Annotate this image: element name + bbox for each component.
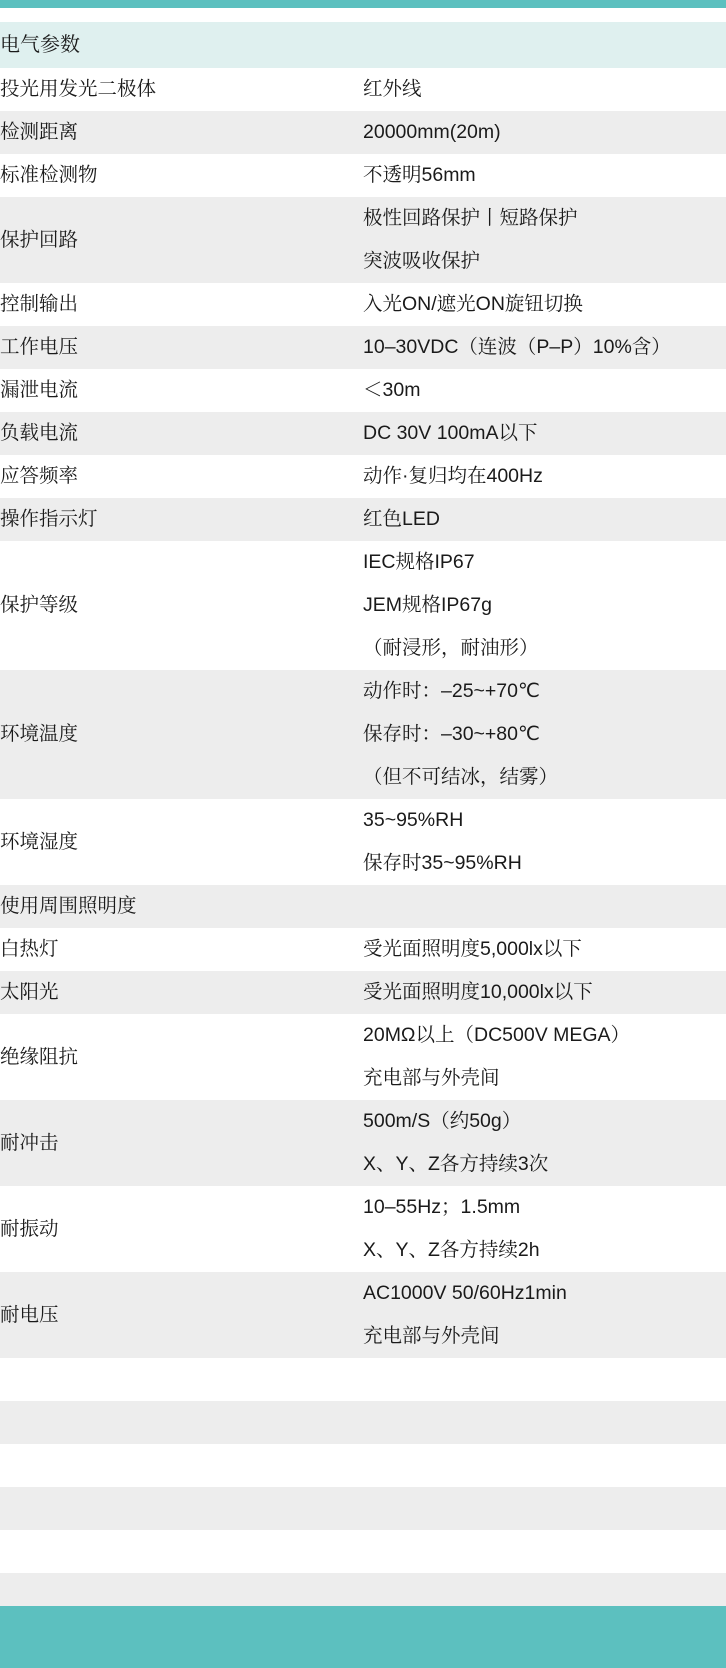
row-label: 投光用发光二极体 bbox=[0, 68, 363, 111]
row-label: 操作指示灯 bbox=[0, 498, 363, 541]
blank-label-cell bbox=[0, 1401, 363, 1444]
row-label: 漏泄电流 bbox=[0, 369, 363, 412]
row-label: 应答频率 bbox=[0, 455, 363, 498]
row-label: 耐电压 bbox=[0, 1272, 363, 1358]
blank-value-cell bbox=[363, 1358, 726, 1401]
row-label: 太阳光 bbox=[0, 971, 363, 1014]
row-value: DC 30V 100mA以下 bbox=[363, 412, 726, 455]
row-value: X、Y、Z各方持续2h bbox=[363, 1229, 726, 1272]
table-row bbox=[0, 670, 726, 713]
table-row bbox=[0, 412, 726, 455]
table-row bbox=[0, 971, 726, 1014]
table-blank-row bbox=[0, 1444, 726, 1487]
row-label: 绝缘阻抗 bbox=[0, 1014, 363, 1100]
table-row bbox=[0, 326, 726, 369]
blank-value-cell bbox=[363, 1444, 726, 1487]
table-header-row bbox=[0, 22, 726, 68]
row-value: 10–30VDC（连波（P–P）10%含） bbox=[363, 326, 726, 369]
row-label: 控制输出 bbox=[0, 283, 363, 326]
blank-label-cell bbox=[0, 1358, 363, 1401]
row-value: 20MΩ以上（DC500V MEGA） bbox=[363, 1014, 726, 1057]
row-value: 500m/S（约50g） bbox=[363, 1100, 726, 1143]
blank-label-cell bbox=[0, 1487, 363, 1530]
blank-value-cell bbox=[363, 1530, 726, 1573]
spec-table-body bbox=[0, 22, 726, 1659]
electrical-parameters-table bbox=[0, 22, 726, 1659]
row-label: 环境湿度 bbox=[0, 799, 363, 885]
table-row bbox=[0, 197, 726, 240]
table-row bbox=[0, 283, 726, 326]
table-blank-row bbox=[0, 1487, 726, 1530]
row-label: 白热灯 bbox=[0, 928, 363, 971]
table-row bbox=[0, 111, 726, 154]
row-value: 保存时：–30~+80℃ bbox=[363, 713, 726, 756]
row-label: 工作电压 bbox=[0, 326, 363, 369]
table-row bbox=[0, 369, 726, 412]
table-row bbox=[0, 928, 726, 971]
row-label: 使用周围照明度 bbox=[0, 885, 363, 928]
row-label: 保护回路 bbox=[0, 197, 363, 283]
row-label: 耐冲击 bbox=[0, 1100, 363, 1186]
row-value: AC1000V 50/60Hz1min bbox=[363, 1272, 726, 1315]
row-value bbox=[363, 885, 726, 928]
table-row bbox=[0, 541, 726, 584]
bottom-accent-bar bbox=[0, 1606, 726, 1668]
row-value: 10–55Hz；1.5mm bbox=[363, 1186, 726, 1229]
top-spacer bbox=[0, 8, 726, 22]
table-row bbox=[0, 498, 726, 541]
top-accent-bar bbox=[0, 0, 726, 8]
table-row bbox=[0, 1186, 726, 1229]
table-row bbox=[0, 154, 726, 197]
row-label: 耐振动 bbox=[0, 1186, 363, 1272]
row-value: 入光ON/遮光ON旋钮切换 bbox=[363, 283, 726, 326]
row-value: 突波吸收保护 bbox=[363, 240, 726, 283]
table-row bbox=[0, 799, 726, 842]
row-value: （但不可结冰，结雾） bbox=[363, 756, 726, 799]
table-title: 电气参数 bbox=[0, 22, 726, 68]
blank-label-cell bbox=[0, 1444, 363, 1487]
table-blank-row bbox=[0, 1401, 726, 1444]
table-row bbox=[0, 68, 726, 111]
row-value: 充电部与外壳间 bbox=[363, 1315, 726, 1358]
blank-value-cell bbox=[363, 1487, 726, 1530]
table-row bbox=[0, 1272, 726, 1315]
table-blank-row bbox=[0, 1358, 726, 1401]
row-value: 受光面照明度10,000lx以下 bbox=[363, 971, 726, 1014]
row-value: 动作时：–25~+70℃ bbox=[363, 670, 726, 713]
row-value: 红色LED bbox=[363, 498, 726, 541]
row-value: X、Y、Z各方持续3次 bbox=[363, 1143, 726, 1186]
table-row bbox=[0, 885, 726, 928]
table-blank-row bbox=[0, 1530, 726, 1573]
table-row bbox=[0, 1014, 726, 1057]
row-value: （耐浸形，耐油形） bbox=[363, 627, 726, 670]
row-value: 充电部与外壳间 bbox=[363, 1057, 726, 1100]
table-row bbox=[0, 1100, 726, 1143]
row-label: 环境温度 bbox=[0, 670, 363, 799]
blank-label-cell bbox=[0, 1530, 363, 1573]
row-value: 保存时35~95%RH bbox=[363, 842, 726, 885]
row-label: 标准检测物 bbox=[0, 154, 363, 197]
row-value: 不透明56mm bbox=[363, 154, 726, 197]
table-row bbox=[0, 455, 726, 498]
row-label: 保护等级 bbox=[0, 541, 363, 670]
row-value: JEM规格IP67g bbox=[363, 584, 726, 627]
row-label: 负载电流 bbox=[0, 412, 363, 455]
row-value: 动作·复归均在400Hz bbox=[363, 455, 726, 498]
row-value: 受光面照明度5,000lx以下 bbox=[363, 928, 726, 971]
row-value: 极性回路保护丨短路保护 bbox=[363, 197, 726, 240]
spec-table-container bbox=[0, 22, 726, 1659]
row-label: 检测距离 bbox=[0, 111, 363, 154]
row-value: ＜30m bbox=[363, 369, 726, 412]
row-value: 20000mm(20m) bbox=[363, 111, 726, 154]
row-value: IEC规格IP67 bbox=[363, 541, 726, 584]
row-value: 35~95%RH bbox=[363, 799, 726, 842]
blank-value-cell bbox=[363, 1401, 726, 1444]
row-value: 红外线 bbox=[363, 68, 726, 111]
